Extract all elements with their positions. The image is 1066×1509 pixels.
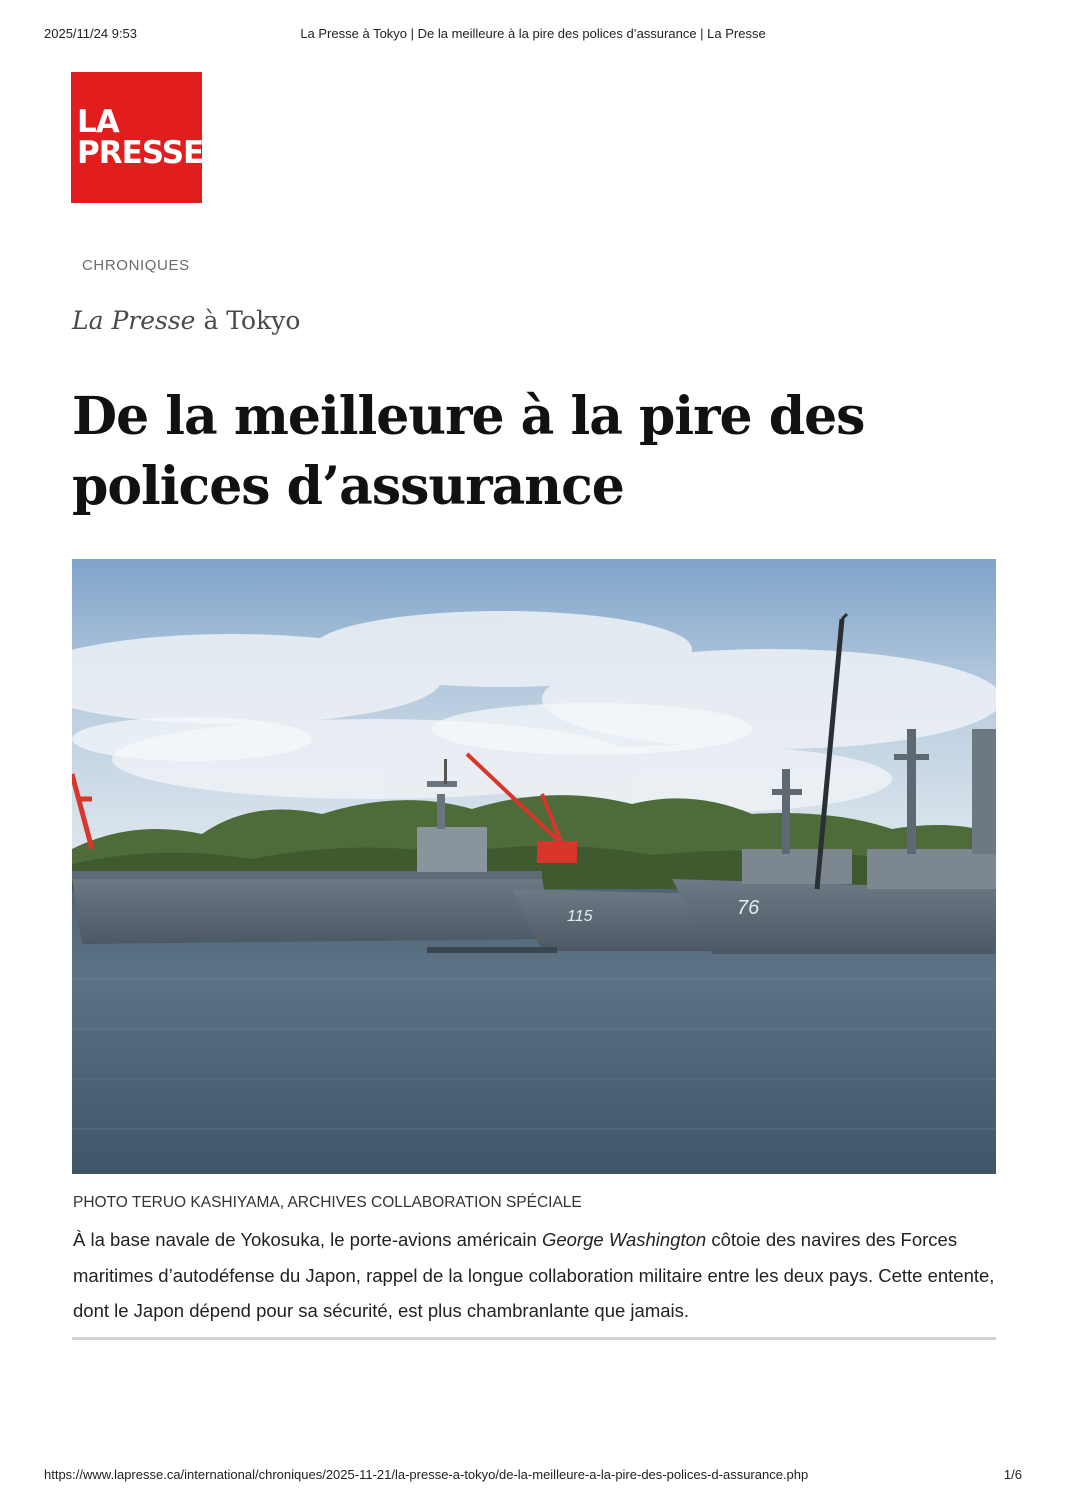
article-photo (72, 559, 996, 1174)
caption-text-after: côtoie des navires des Forces maritimes d’autodéfense du Japon, rappel de la longue collaboration militaire entre les deux pays. Cette entente, dont le Japon dépend pour sa sécurité, est plus chambranlante que jamais. (73, 1229, 995, 1321)
series-suffix: à Tokyo (203, 306, 301, 335)
print-footer (0, 1467, 1066, 1485)
photo-caption (73, 1222, 1003, 1329)
photo-credit: PHOTO TERUO KASHIYAMA, ARCHIVES COLLABORATION SPÉCIALE (73, 1194, 582, 1211)
naval-base-photo (72, 559, 996, 1174)
logo-line-1: LA (77, 103, 119, 140)
article-headline: De la meilleure à la pire des polices d’assurance (72, 386, 865, 517)
series-name: La Presse (72, 306, 196, 335)
la-presse-logo[interactable] (71, 72, 202, 203)
print-header (0, 26, 1066, 44)
section-label[interactable]: CHRONIQUES (82, 257, 190, 274)
print-page-title: La Presse à Tokyo | De la meilleure à la pire des polices d’assurance | La Presse (300, 26, 766, 41)
print-url: https://www.lapresse.ca/international/chroniques/2025-11-21/la-presse-a-tokyo/de-la-meilleure-a-la-pire-des-polices-d-assurance.php (44, 1467, 809, 1482)
caption-ship-name: George Washington (541, 1229, 707, 1250)
print-datetime: 2025/11/24 9:53 (44, 26, 138, 41)
caption-text-before: À la base navale de Yokosuka, le porte-avions américain (73, 1229, 542, 1250)
print-page-number: 1/6 (1003, 1467, 1022, 1482)
svg-text:115: 115 (567, 908, 593, 925)
divider (72, 1337, 996, 1340)
series-title[interactable] (72, 306, 300, 335)
svg-text:76: 76 (737, 897, 760, 919)
logo-line-2: PRESSE (77, 134, 204, 171)
